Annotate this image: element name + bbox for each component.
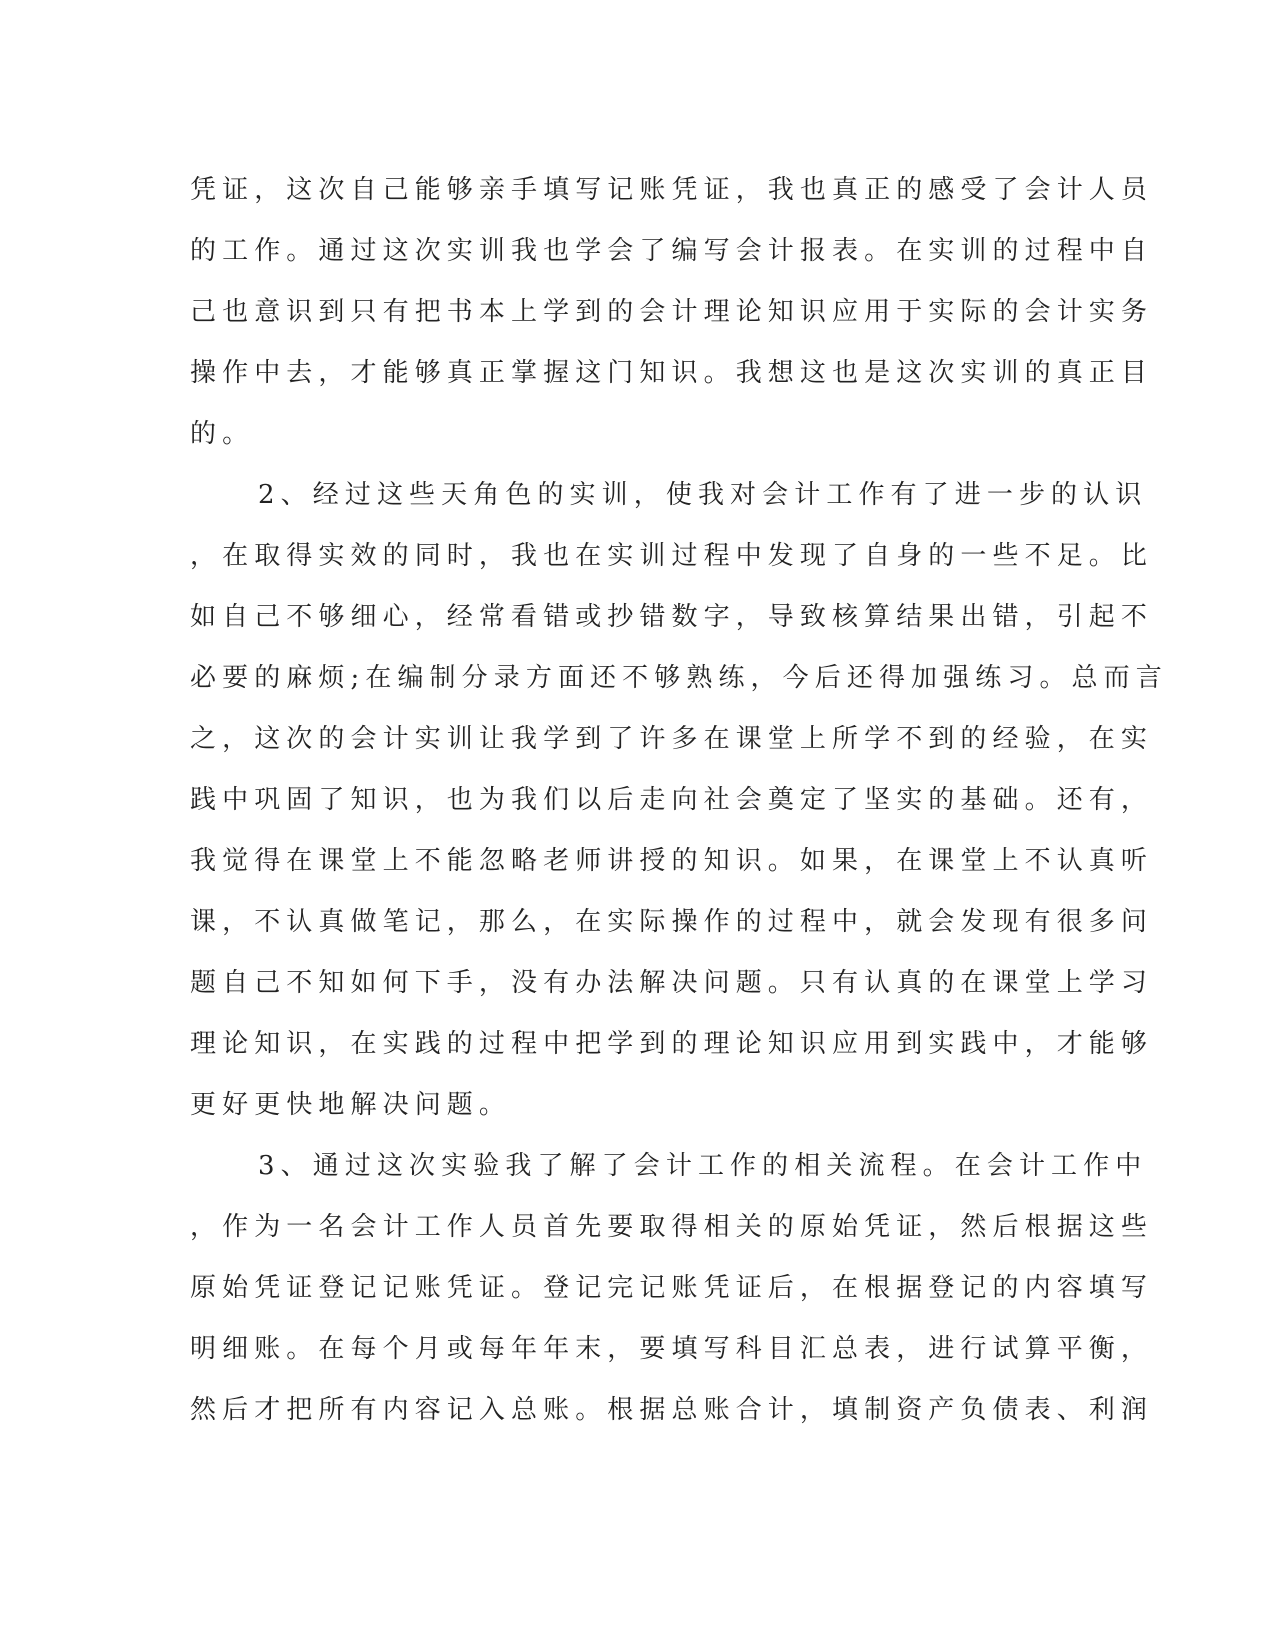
text-line: 明细账。在每个月或每年年末，要填写科目汇总表，进行试算平衡， [190, 1334, 1154, 1364]
text-line: 操作中去，才能够真正掌握这门知识。我想这也是这次实训的真正目 [190, 358, 1154, 388]
text-line: 践中巩固了知识，也为我们以后走向社会奠定了坚实的基础。还有， [190, 785, 1154, 815]
text-line: 题自己不知如何下手，没有办法解决问题。只有认真的在课堂上学习 [190, 968, 1154, 998]
text-line: 更好更快地解决问题。 [190, 1090, 512, 1120]
text-line: 的。 [190, 419, 255, 449]
document-body [190, 160, 1168, 1441]
text-line: 如自己不够细心，经常看错或抄错数字，导致核算结果出错，引起不 [190, 602, 1154, 632]
text-line: 必要的麻烦;在编制分录方面还不够熟练，今后还得加强练习。总而言 [190, 663, 1168, 693]
text-line: ，在取得实效的同时，我也在实训过程中发现了自身的一些不足。比 [190, 541, 1154, 571]
text-line: 课，不认真做笔记，那么，在实际操作的过程中，就会发现有很多问 [190, 907, 1154, 937]
paragraph-2 [190, 465, 1168, 1136]
text-line: ，作为一名会计工作人员首先要取得相关的原始凭证，然后根据这些 [190, 1212, 1154, 1242]
text-line: 凭证，这次自己能够亲手填写记账凭证，我也真正的感受了会计人员 [190, 175, 1154, 205]
text-line: 的工作。通过这次实训我也学会了编写会计报表。在实训的过程中自 [190, 236, 1154, 266]
text-line: 理论知识，在实践的过程中把学到的理论知识应用到实践中，才能够 [190, 1029, 1154, 1059]
text-line: 我觉得在课堂上不能忽略老师讲授的知识。如果，在课堂上不认真听 [190, 846, 1154, 876]
paragraph-continuation [190, 160, 1154, 465]
text-line: 之，这次的会计实训让我学到了许多在课堂上所学不到的经验，在实 [190, 724, 1154, 754]
text-line: 然后才把所有内容记入总账。根据总账合计，填制资产负债表、利润 [190, 1395, 1154, 1425]
text-line: 己也意识到只有把书本上学到的会计理论知识应用于实际的会计实务 [190, 297, 1154, 327]
paragraph-3 [190, 1136, 1154, 1441]
text-line-indented: 2、经过这些天角色的实训，使我对会计工作有了进一步的认识 [258, 480, 1148, 510]
text-line-indented: 3、通过这次实验我了解了会计工作的相关流程。在会计工作中 [258, 1151, 1148, 1181]
text-line: 原始凭证登记记账凭证。登记完记账凭证后，在根据登记的内容填写 [190, 1273, 1154, 1303]
